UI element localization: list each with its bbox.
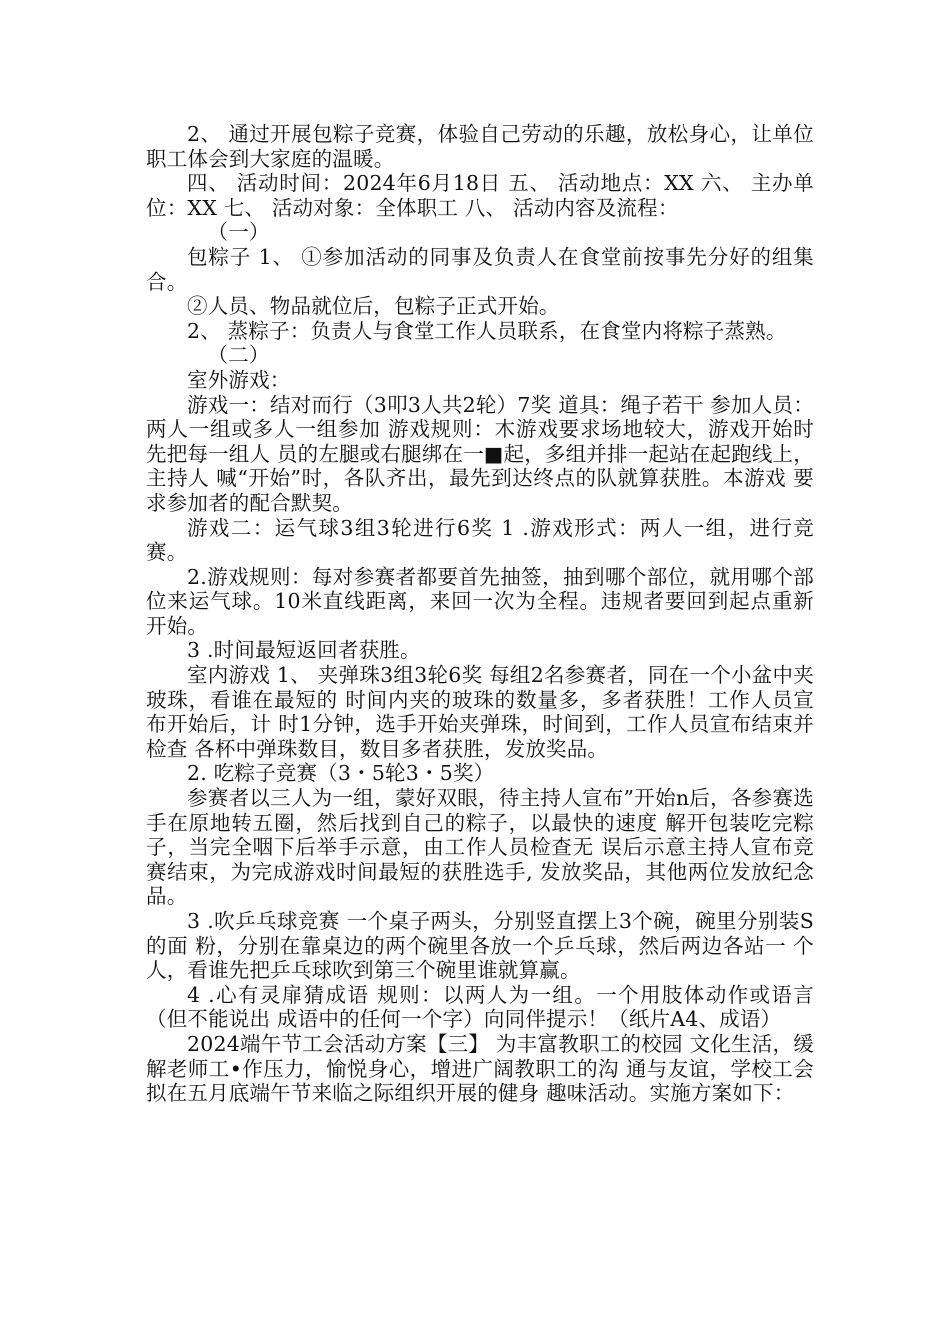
paragraph-wrap-zongzi-1: 包粽子 1、 ①参加活动的同事及负责人在食堂前按事先分好的组集 合。: [146, 244, 814, 294]
paragraph-game-2: 游戏二：运气球3组3轮进行6奖 1 .游戏形式：两人一组，进行竞赛。: [146, 515, 814, 565]
paragraph-plan-three: 2024端午节工会活动方案【三】 为丰富教职工的校园 文化生活，缓解老师工•作压力，愉悦身心，增进广阔教职工的沟 通与友谊，学校工会拟在五月底端午节来临之际组织开展的健身 趣味活动。实施方案如下：: [146, 1031, 814, 1106]
section-heading-2: （二）: [207, 343, 270, 368]
paragraph-game-2-rules: 2.游戏规则：每对参赛者都要首先抽签，抽到哪个部位，就用哪个部位来运气球。10米直线距离，来回一次为全程。违规者要回到起点重新开始。: [146, 564, 814, 638]
paragraph-game-2-winner: 3 .时间最短返回者获胜。: [187, 638, 421, 663]
paragraph-ping-pong: 3 .吹乒乓球竞赛 一个桌子两头，分别竖直摆上3个碗，碗里分别装S的面 粉，分别在靠桌边的两个碗里各放一个乒乓球，然后两边各站一 个人，看谁先把乒乓球吹到第三个碗里谁就算赢。: [146, 909, 814, 983]
paragraph-goal-2: 2、 通过开展包粽子竞赛，体验自己劳动的乐趣，放松身心，让单位职工体会到大家庭的温暖。: [146, 122, 814, 171]
paragraph-game-1: 游戏一：结对而行（3叩3人共2轮）7奖 道具：绳子若干 参加人员：两人一组或多人一组参加 游戏规则：木游戏要求场地较大，游戏开始时先把每一组人 员的左腿或右腿绑在一■起，多组并排一起站在起跑线上，主持人 喊“开始”时，各队齐出，最先到达终点的队就算获胜。本游戏 要求参加者的配合默契。: [146, 392, 814, 515]
paragraph-event-info: 四、 活动时间：2024年6月18日 五、 活动地点：XX 六、 主办单位：XX 七、 活动对象：全体职工 八、 活动内容及流程：: [146, 171, 814, 220]
paragraph-indoor-marbles: 室内游戏 1、 夹弹珠3组3轮6奖 每组2名参赛者，同在一个小盆中夹玻珠，看谁在最短的 时间内夹的玻珠的数量多，多者获胜！工作人员宣布开始后，计 时1分钟，选手开始夹弹珠，时间到，工作人员宣布结束并检查 各杯中弹珠数目，数目多者获胜，发放奖品。: [146, 663, 814, 761]
paragraph-idiom-guess: 4 .心有灵扉猜成语 规则：以两人为一组。一个用肢体动作或语言（但不能说出 成语中的任何一个字）向同伴提示！（纸片A4、成语）: [146, 982, 814, 1032]
document-body: [146, 122, 814, 1106]
paragraph-eat-zongzi-heading: 2. 吃粽子竞赛（3・5轮3・5奖）: [187, 761, 495, 786]
section-heading-1: （一）: [207, 220, 270, 245]
paragraph-outdoor-games: 室外游戏：: [187, 367, 291, 392]
paragraph-eat-zongzi-rules: 参赛者以三人为一组，蒙好双眼，待主持人宣布”开始n后，各参赛选手在原地转五圈，然后找到自己的粽子，以最快的速度 解开包装吃完粽子，当完全咽下后举手示意，由工作人员检查无 误后示意主持人宣布竞赛结束，为完成游戏时间最短的获胜选手, 发放奖品，其他两位发放纪念品。: [146, 786, 814, 909]
paragraph-wrap-zongzi-2: ②人员、物品就位后，包粽子正式开始。: [187, 294, 560, 319]
paragraph-steam-zongzi: 2、 蒸粽子：负责人与食堂工作人员联系，在食堂内将粽子蒸熟。: [187, 318, 787, 343]
